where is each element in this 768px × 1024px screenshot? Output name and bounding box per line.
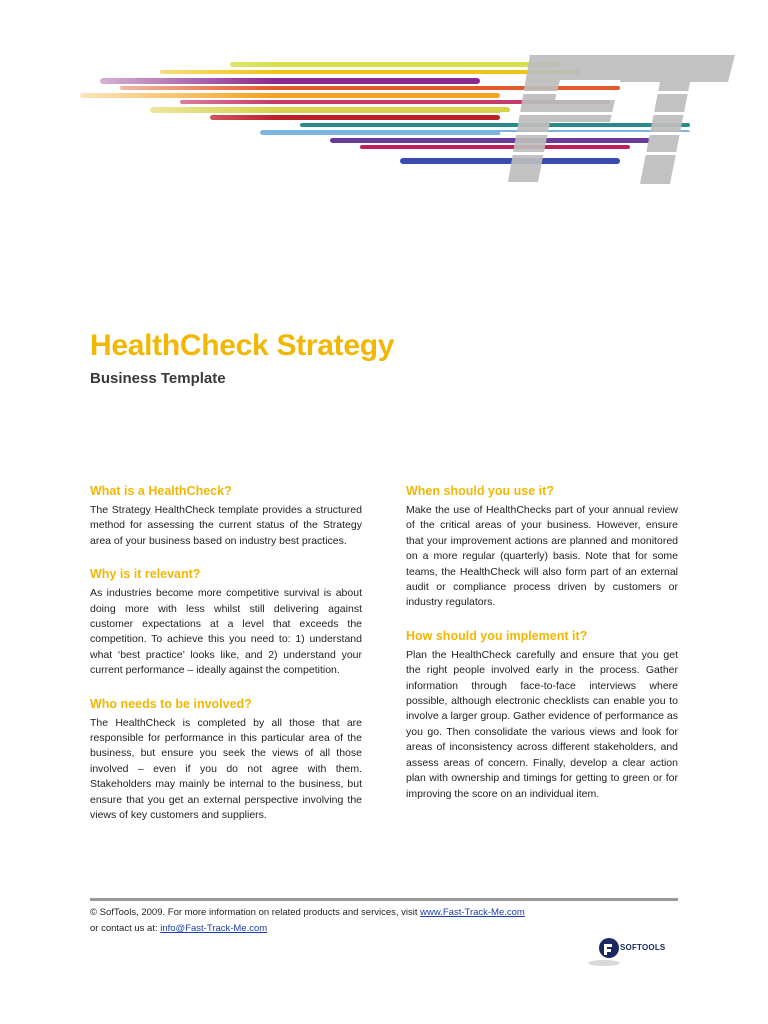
right-column (406, 482, 678, 818)
email-link[interactable]: info@Fast-Track-Me.com (160, 923, 268, 934)
section-how-implement (406, 627, 678, 802)
footer (90, 905, 690, 937)
banner-graphic (0, 0, 768, 200)
section-heading: Why is it relevant? (90, 567, 201, 582)
footer-line-1 (90, 905, 690, 921)
section-body: Make the use of HealthChecks part of your annual review of the critical areas of your business. However, ensure that your improvement actions are planned and monitored on a more regular (quarterly) basis. Note that for some teams, the HealthCheck will also form part of an external audit or compliance process driven by customers or industry regulators. (406, 504, 678, 609)
section-body: As industries become more competitive survival is about doing more with less whilst still delivering against customer expectations at a level that exceeds the competition. To achieve this you need to: 1) understand what ‘best practice’ looks like, and 2) understand your current performance – ideally against the competition. (90, 587, 362, 677)
section-heading: What is a HealthCheck? (90, 484, 232, 498)
footer-divider (90, 898, 678, 901)
section-body: Plan the HealthCheck carefully and ensure that you get the right people involved early in the process. Gather information through face-to-face interviews where possible, although electronic checklists can enable you to involve a larger group. Gather evidence of performance as you go. Then consolidate the various views and look for areas of inconsistency across different stakeholders, and assess areas of concern. Finally, develop a clear action plan with ownership and timings for getting to green or for improving the score on an individual item. (406, 648, 678, 800)
softools-logo (588, 934, 698, 968)
page-subtitle: Business Template (90, 370, 226, 387)
section-heading: How should you implement it? (406, 628, 588, 643)
website-link[interactable]: www.Fast-Track-Me.com (420, 907, 525, 918)
softools-logo-text: SOFTOOLS (620, 943, 666, 952)
softools-logo-icon (588, 934, 620, 968)
footer-copyright: © SofTools, 2009. For more information on related products and services, visit (90, 907, 421, 918)
section-body: The Strategy HealthCheck template provides a structured method for assessing the current status of the Strategy area of your business based on industry best practices. (90, 504, 362, 547)
section-heading: When should you use it? (406, 484, 554, 498)
page-title: HealthCheck Strategy (90, 329, 395, 362)
section-why-relevant (90, 565, 362, 678)
title-block (90, 326, 394, 387)
section-what-is (90, 482, 362, 549)
section-who-involved (90, 695, 362, 824)
section-heading: Who needs to be involved? (90, 696, 252, 711)
ft-logo-letters (508, 55, 735, 184)
section-body: The HealthCheck is completed by all those that are responsible for performance in this particular area of the business, but ensure you seek the views of all those involved – even if you do not agree with them. Stakeholders may mainly be internal to the business, but ensure that you get an external perspective involving the views of key customers and suppliers. (90, 716, 362, 822)
section-when-use (406, 482, 678, 611)
left-column (90, 482, 362, 840)
footer-contact-label: or contact us at: (90, 923, 161, 934)
